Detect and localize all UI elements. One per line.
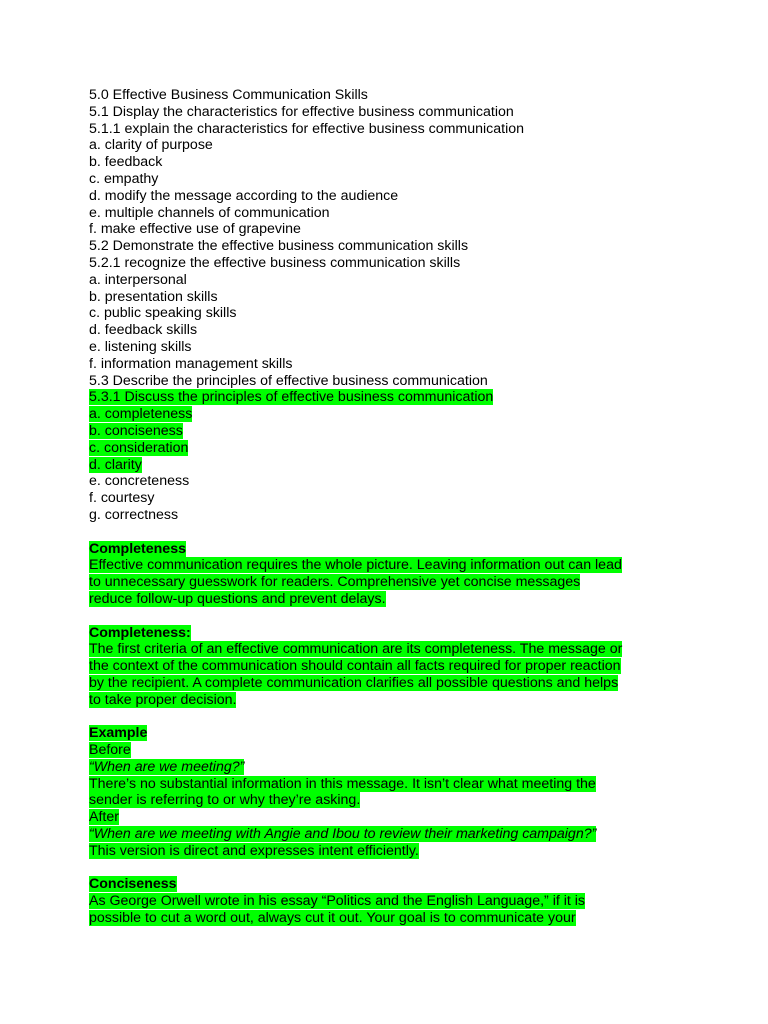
list-item: e. listening skills (89, 338, 192, 355)
section-5-2-1: 5.2.1 recognize the effective business communication skills (89, 254, 461, 271)
document-body (89, 87, 689, 927)
list-item: f. courtesy (89, 490, 155, 507)
list-item: e. multiple channels of communication (89, 204, 330, 221)
completeness-definition-heading: Completeness: (89, 624, 191, 641)
section-5-1-1: 5.1.1 explain the characteristics for effective business communication (89, 120, 525, 137)
list-item: c. public speaking skills (89, 305, 237, 322)
paragraph-gap (89, 860, 689, 877)
after-quote: “When are we meeting with Angie and Ibou to review their marketing campaign?” (89, 826, 597, 843)
after-label: After (89, 809, 119, 826)
paragraph-line: Effective communication requires the whole picture. Leaving information out can lead (89, 557, 622, 574)
paragraph-line: to take proper decision. (89, 691, 237, 708)
list-item: c. consideration (89, 439, 189, 456)
list-item: e. concreteness (89, 473, 190, 490)
paragraph-line: sender is referring to or why they’re asking. (89, 792, 361, 809)
conciseness-heading: Conciseness (89, 876, 177, 893)
list-item: a. clarity of purpose (89, 137, 213, 154)
paragraph-gap (89, 524, 689, 541)
list-item: c. empathy (89, 170, 159, 187)
section-5-3-1: 5.3.1 Discuss the principles of effective business communication (89, 389, 494, 406)
list-item: a. interpersonal (89, 271, 187, 288)
list-item: g. correctness (89, 506, 179, 523)
list-item: b. presentation skills (89, 288, 218, 305)
before-label: Before (89, 742, 131, 759)
list-item: b. feedback (89, 154, 163, 171)
list-item: f. information management skills (89, 355, 293, 372)
list-item: b. conciseness (89, 422, 183, 439)
paragraph-line: The first criteria of an effective communication are its completeness. The message or (89, 641, 623, 658)
paragraph-line: the context of the communication should contain all facts required for proper reaction (89, 658, 621, 675)
example-heading: Example (89, 725, 148, 742)
paragraph-line: As George Orwell wrote in his essay “Politics and the English Language,” if it is (89, 893, 586, 910)
list-item: d. feedback skills (89, 322, 198, 339)
list-item: d. modify the message according to the audience (89, 187, 399, 204)
paragraph-line: This version is direct and expresses intent efficiently. (89, 842, 419, 859)
paragraph-gap (89, 608, 689, 625)
list-item: f. make effective use of grapevine (89, 221, 301, 238)
outline-title: 5.0 Effective Business Communication Skills (89, 87, 368, 103)
list-item: a. completeness (89, 406, 193, 423)
paragraph-line: possible to cut a word out, always cut it out. Your goal is to communicate your (89, 910, 576, 927)
paragraph-line: by the recipient. A complete communication clarifies all possible questions and helps (89, 674, 619, 691)
paragraph-line: to unnecessary guesswork for readers. Comprehensive yet concise messages (89, 574, 581, 591)
section-5-3: 5.3 Describe the principles of effective business communication (89, 372, 488, 389)
completeness-heading: Completeness (89, 540, 186, 557)
before-quote: “When are we meeting?” (89, 758, 245, 775)
section-5-2: 5.2 Demonstrate the effective business communication skills (89, 238, 469, 255)
paragraph-line: reduce follow-up questions and prevent delays. (89, 590, 386, 607)
paragraph-gap (89, 708, 689, 725)
section-5-1: 5.1 Display the characteristics for effective business communication (89, 103, 514, 120)
paragraph-line: There’s no substantial information in this message. It isn’t clear what meeting the (89, 775, 596, 792)
list-item: d. clarity (89, 456, 142, 473)
